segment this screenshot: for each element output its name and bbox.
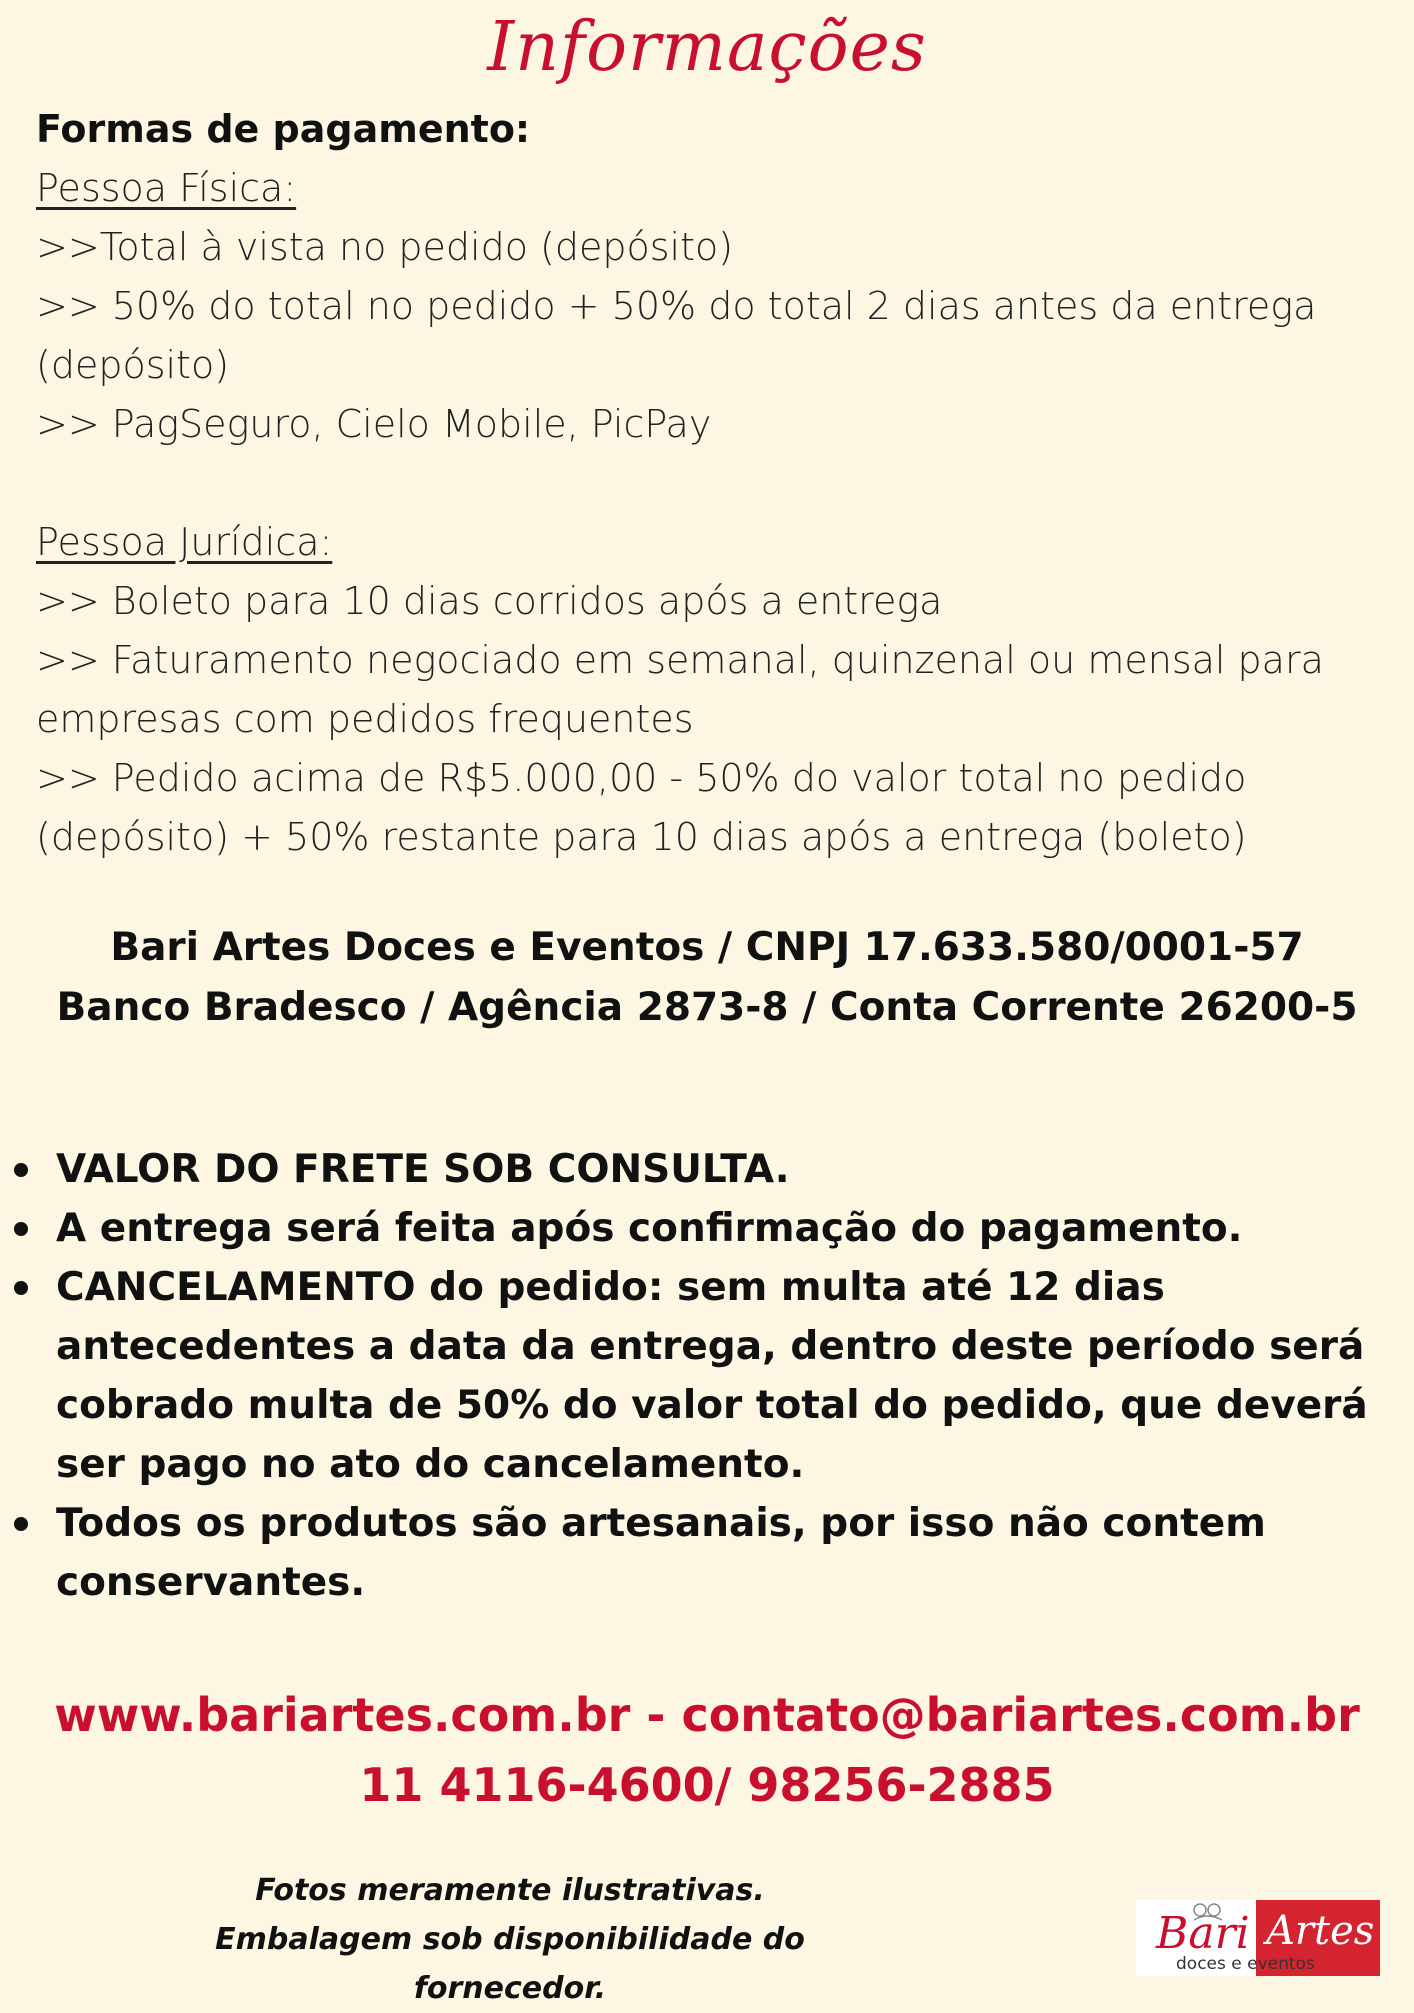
brand-logo [1136, 1900, 1380, 1976]
bullet-icon [14, 1222, 28, 1236]
list-item [14, 1199, 1394, 1258]
footer-line: Fotos meramente ilustrativas. [255, 1873, 765, 1908]
list-item [14, 1494, 1394, 1612]
company-cnpj: Bari Artes Doces e Eventos / CNPJ 17.633.580/0001-57 [110, 925, 1304, 970]
page-title: Informações [487, 8, 927, 87]
note-text: A entrega será feita após confirmação do pagamento. [56, 1206, 1243, 1251]
pessoa-juridica-label: Pessoa Jurídica: [36, 520, 333, 564]
pessoa-fisica-line: >>Total à vista no pedido (depósito) [36, 225, 734, 269]
contact-info [0, 1680, 1414, 1820]
note-text: Todos os produtos são artesanais, por isso não contem conservantes. [56, 1501, 1266, 1605]
logo-subtitle: doces e eventos [1176, 1954, 1315, 1974]
pessoa-fisica-label: Pessoa Física: [36, 166, 297, 210]
pessoa-juridica-line: >> Faturamento negociado em semanal, quinzenal ou mensal para empresas com pedidos frequentes [36, 638, 1324, 741]
pessoa-fisica-line: >> 50% do total no pedido + 50% do total 2 dias antes da entrega (depósito) [36, 284, 1317, 387]
pessoa-fisica-line: >> PagSeguro, Cielo Mobile, PicPay [36, 402, 712, 446]
list-item [14, 1258, 1394, 1494]
bullet-icon [14, 1281, 28, 1295]
footer-line: Embalagem sob disponibilidade do fornecedor. [215, 1922, 805, 2006]
payment-heading: Formas de pagamento: [36, 107, 531, 151]
pessoa-juridica-line: >> Pedido acima de R$5.000,00 - 50% do valor total no pedido (depósito) + 50% restante para 10 dias após a entrega (boleto) [36, 756, 1247, 859]
list-item [14, 1140, 1394, 1199]
logo-word-bari: Bari [1156, 1908, 1250, 1959]
bullet-icon [14, 1163, 28, 1177]
pessoa-juridica-line: >> Boleto para 10 dias corridos após a entrega [36, 579, 943, 623]
footer-disclaimer [210, 1866, 810, 2013]
phone-numbers: 11 4116-4600/ 98256-2885 [359, 1758, 1055, 1812]
logo-word-artes: Artes [1266, 1908, 1375, 1954]
note-text: VALOR DO FRETE SOB CONSULTA. [56, 1147, 790, 1192]
note-text: CANCELAMENTO do pedido: sem multa até 12 dias antecedentes a data da entrega, dentro deste período será cobrado multa de 50% do valor total do pedido, que deverá ser pago no ato do cancelamento. [56, 1265, 1368, 1487]
website-email-link[interactable]: www.bariartes.com.br - contato@bariartes.com.br [54, 1688, 1360, 1742]
bullet-icon [14, 1517, 28, 1531]
notes-list [14, 1140, 1394, 1612]
bank-info [0, 918, 1414, 1038]
bank-account: Banco Bradesco / Agência 2873-8 / Conta Corrente 26200-5 [56, 985, 1358, 1030]
payment-section [36, 100, 1376, 867]
spacer [36, 454, 1376, 513]
